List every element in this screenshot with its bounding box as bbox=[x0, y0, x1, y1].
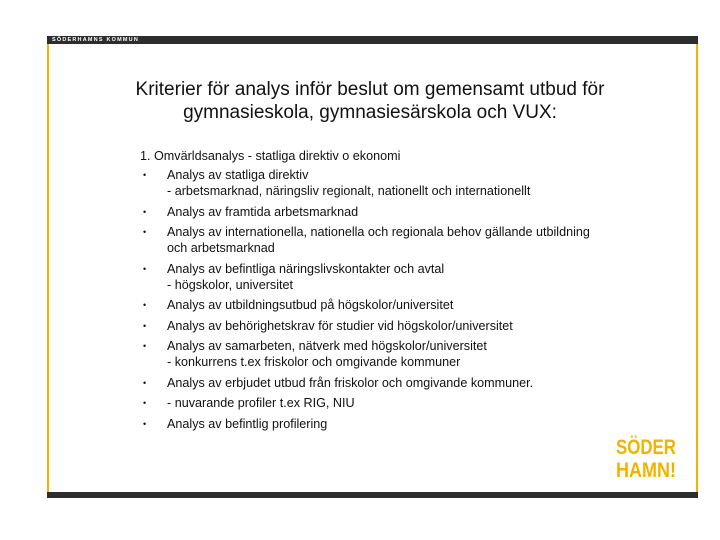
list-item bbox=[140, 416, 680, 432]
list-item-text: Analys av befintlig profilering bbox=[167, 416, 328, 431]
list-item-text: Analys av internationella, nationella och regionala behov gällande utbildning bbox=[167, 225, 590, 239]
soderhamn-logo bbox=[614, 433, 678, 481]
logo-line-2: HAMN! bbox=[616, 459, 676, 482]
list-item bbox=[140, 395, 680, 411]
bullet-icon: • bbox=[143, 227, 147, 237]
bullet-icon: • bbox=[143, 320, 147, 331]
list-item-text: Analys av utbildningsutbud på högskolor/universitet bbox=[167, 298, 454, 312]
bullet-icon: • bbox=[143, 418, 147, 429]
slide-title bbox=[60, 78, 680, 124]
section-heading: 1. Omvärldsanalys - statliga direktiv o ekonomi bbox=[140, 149, 401, 163]
bullet-icon: • bbox=[143, 300, 147, 310]
bullet-icon: • bbox=[143, 377, 147, 388]
top-bar bbox=[47, 36, 698, 44]
logo-line-1: SÖDER bbox=[616, 436, 676, 459]
bullet-icon: • bbox=[143, 206, 147, 217]
list-item-text: Analys av statliga direktiv bbox=[167, 168, 309, 182]
title-line-2: gymnasieskola, gymnasiesärskola och VUX: bbox=[183, 102, 557, 123]
title-line-1: Kriterier för analys inför beslut om gemensamt utbud för bbox=[135, 79, 605, 100]
list-item bbox=[140, 318, 680, 334]
list-item-subtext: - arbetsmarknad, näringsliv regionalt, nationellt och internationellt bbox=[167, 184, 531, 198]
list-item bbox=[140, 224, 680, 256]
list-item bbox=[140, 167, 680, 199]
list-item-text: Analys av framtida arbetsmarknad bbox=[167, 204, 359, 219]
list-item-text: - nuvarande profiler t.ex RIG, NIU bbox=[167, 396, 355, 410]
list-item-subtext: - konkurrens t.ex friskolor och omgivande kommuner bbox=[167, 355, 461, 369]
bullet-icon: • bbox=[143, 398, 147, 408]
criteria-content bbox=[140, 148, 680, 436]
header-brand: SÖDERHAMNS KOMMUN bbox=[52, 37, 140, 43]
bullet-icon: • bbox=[143, 263, 147, 274]
bottom-bar bbox=[47, 492, 698, 498]
bullet-icon: • bbox=[143, 341, 147, 351]
bullet-icon: • bbox=[143, 170, 147, 180]
list-item-subtext: och arbetsmarknad bbox=[167, 241, 275, 255]
list-item bbox=[140, 204, 680, 220]
list-item-text: Analys av samarbeten, nätverk med högskolor/universitet bbox=[167, 339, 487, 353]
list-item-text: Analys av behörighetskrav för studier vid högskolor/universitet bbox=[167, 318, 513, 333]
list-item bbox=[140, 375, 680, 391]
list-item-subtext: - högskolor, universitet bbox=[167, 277, 293, 292]
list-item bbox=[140, 338, 680, 370]
list-item-text: Analys av erbjudet utbud från friskolor och omgivande kommuner. bbox=[167, 375, 534, 390]
list-item bbox=[140, 297, 680, 313]
list-item bbox=[140, 261, 680, 293]
list-item-text: Analys av befintliga näringslivskontakter och avtal bbox=[167, 261, 445, 276]
